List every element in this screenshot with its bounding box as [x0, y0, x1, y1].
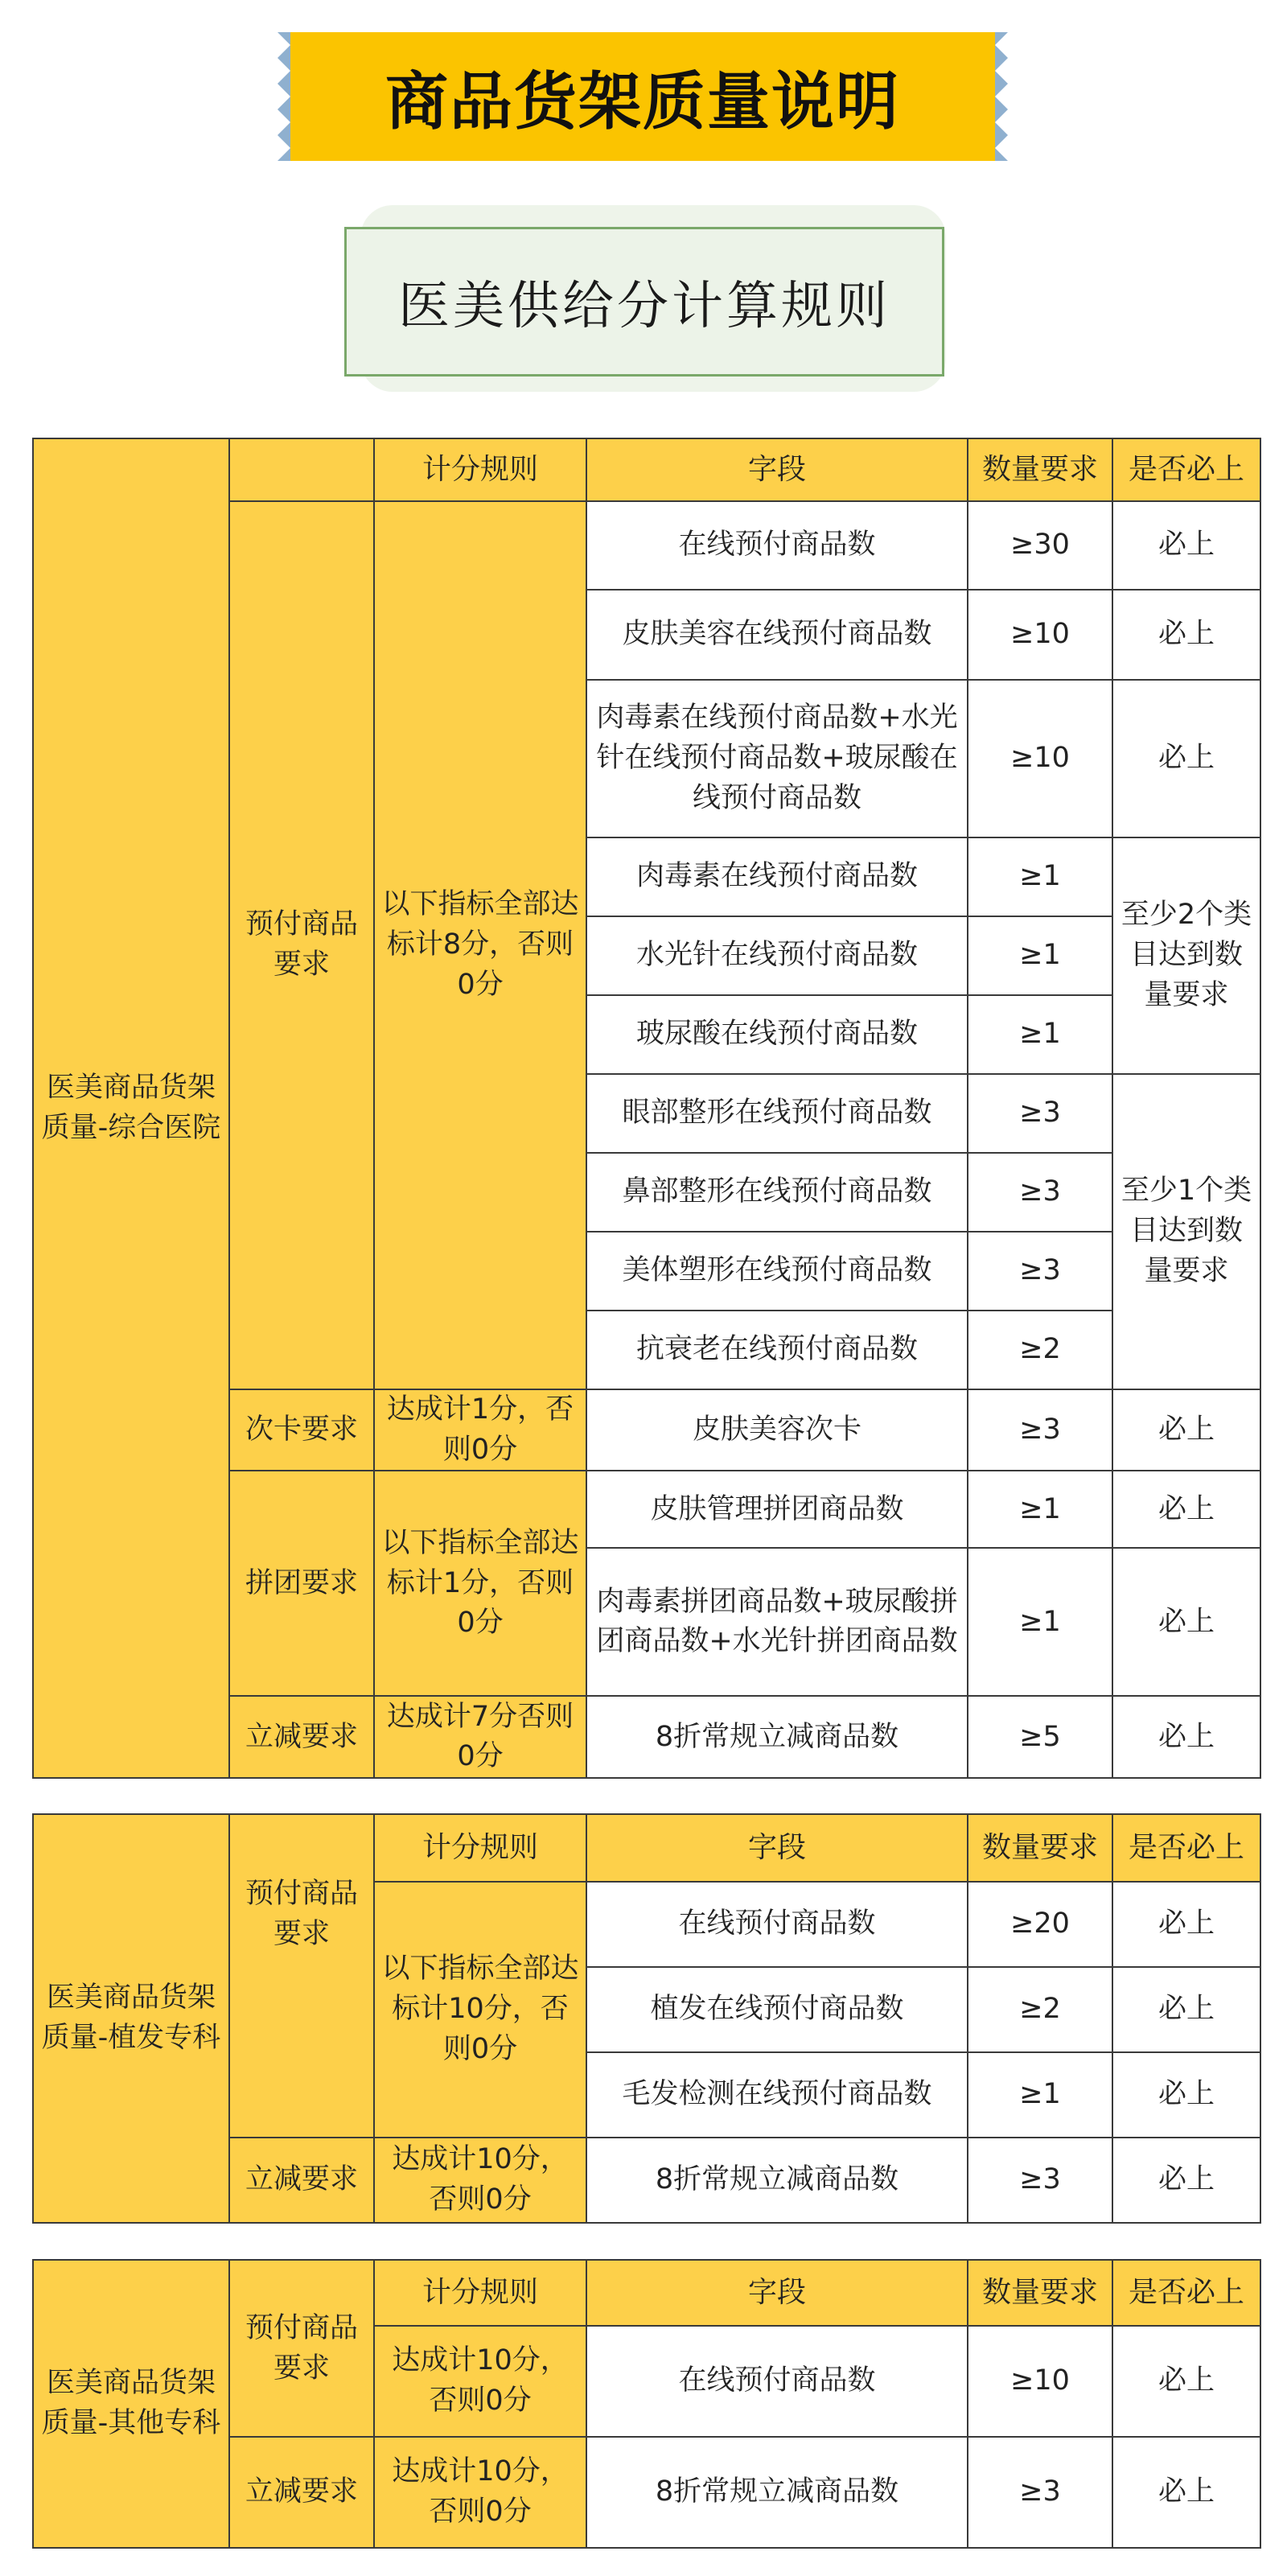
field-cell: 皮肤管理拼团商品数 [586, 1471, 968, 1548]
qty-cell: ≥2 [968, 1311, 1112, 1389]
must-cell: 必上 [1112, 2052, 1260, 2138]
rules-table-other-specialty [32, 2259, 1261, 2549]
field-cell: 水光针在线预付商品数 [586, 916, 968, 995]
category-cell: 医美商品货架质量-植发专科 [33, 1814, 229, 2223]
scoring-rule: 以下指标全部达标计8分，否则0分 [374, 501, 586, 1389]
field-cell: 皮肤美容次卡 [586, 1389, 968, 1471]
qty-cell: ≥3 [968, 1389, 1112, 1471]
header-qty: 数量要求 [968, 1814, 1112, 1882]
field-cell: 皮肤美容在线预付商品数 [586, 590, 968, 680]
qty-cell: ≥2 [968, 1967, 1112, 2052]
qty-cell: ≥3 [968, 2437, 1112, 2548]
qty-cell: ≥30 [968, 501, 1112, 590]
requirement-name: 立减要求 [229, 2437, 374, 2548]
must-cell: 必上 [1112, 2437, 1260, 2548]
must-cell: 必上 [1112, 1882, 1260, 1967]
header-field: 字段 [586, 438, 968, 501]
must-cell: 必上 [1112, 2326, 1260, 2437]
header-qty: 数量要求 [968, 2260, 1112, 2326]
qty-cell: ≥1 [968, 1548, 1112, 1696]
scoring-rule: 以下指标全部达标计1分，否则0分 [374, 1471, 586, 1696]
requirement-name: 预付商品要求 [229, 501, 374, 1389]
requirement-name: 立减要求 [229, 1696, 374, 1778]
field-cell: 肉毒素在线预付商品数+水光针在线预付商品数+玻尿酸在线预付商品数 [586, 680, 968, 837]
header-field: 字段 [586, 2260, 968, 2326]
header-field: 字段 [586, 1814, 968, 1882]
must-cell: 必上 [1112, 1389, 1260, 1471]
field-cell: 鼻部整形在线预付商品数 [586, 1153, 968, 1232]
requirement-name: 预付商品要求 [229, 2260, 374, 2437]
field-cell: 玻尿酸在线预付商品数 [586, 995, 968, 1074]
page-title: 商品货架质量说明 [384, 66, 900, 138]
header-qty: 数量要求 [968, 438, 1112, 501]
requirement-name: 次卡要求 [229, 1389, 374, 1471]
field-cell: 在线预付商品数 [586, 2326, 968, 2437]
scoring-rule: 以下指标全部达标计10分，否则0分 [374, 1882, 586, 2138]
must-cell-group: 至少2个类目达到数量要求 [1112, 837, 1260, 1074]
scoring-rule: 达成计10分，否则0分 [374, 2138, 586, 2223]
field-cell: 抗衰老在线预付商品数 [586, 1311, 968, 1389]
header-rule: 计分规则 [374, 2260, 586, 2326]
must-cell: 必上 [1112, 2138, 1260, 2223]
qty-cell: ≥1 [968, 995, 1112, 1074]
must-cell: 必上 [1112, 1696, 1260, 1778]
qty-cell: ≥5 [968, 1696, 1112, 1778]
header-must: 是否必上 [1112, 2260, 1260, 2326]
must-cell: 必上 [1112, 501, 1260, 590]
scoring-rule: 达成计10分，否则0分 [374, 2437, 586, 2548]
qty-cell: ≥3 [968, 2138, 1112, 2223]
rules-table-hair-transplant [32, 1813, 1261, 2224]
field-cell: 肉毒素在线预付商品数 [586, 837, 968, 916]
field-cell: 在线预付商品数 [586, 501, 968, 590]
qty-cell: ≥10 [968, 590, 1112, 680]
scoring-rule: 达成计1分，否则0分 [374, 1389, 586, 1471]
field-cell: 8折常规立减商品数 [586, 2437, 968, 2548]
must-cell: 必上 [1112, 1471, 1260, 1548]
field-cell: 肉毒素拼团商品数+玻尿酸拼团商品数+水光针拼团商品数 [586, 1548, 968, 1696]
blank-header-cell [229, 438, 374, 501]
qty-cell: ≥10 [968, 2326, 1112, 2437]
header-must: 是否必上 [1112, 438, 1260, 501]
field-cell: 8折常规立减商品数 [586, 2138, 968, 2223]
category-cell: 医美商品货架质量-综合医院 [33, 438, 229, 1778]
header-rule: 计分规则 [374, 438, 586, 501]
header-rule: 计分规则 [374, 1814, 586, 1882]
scoring-rule: 达成计7分否则0分 [374, 1696, 586, 1778]
field-cell: 美体塑形在线预付商品数 [586, 1232, 968, 1311]
qty-cell: ≥3 [968, 1074, 1112, 1153]
header-must: 是否必上 [1112, 1814, 1260, 1882]
scoring-rule: 达成计10分，否则0分 [374, 2326, 586, 2437]
requirement-name: 立减要求 [229, 2138, 374, 2223]
must-cell: 必上 [1112, 1967, 1260, 2052]
qty-cell: ≥1 [968, 837, 1112, 916]
field-cell: 在线预付商品数 [586, 1882, 968, 1967]
requirement-name: 预付商品要求 [229, 1814, 374, 2138]
qty-cell: ≥1 [968, 1471, 1112, 1548]
qty-cell: ≥1 [968, 916, 1112, 995]
qty-cell: ≥20 [968, 1882, 1112, 1967]
field-cell: 8折常规立减商品数 [586, 1696, 968, 1778]
category-cell: 医美商品货架质量-其他专科 [33, 2260, 229, 2548]
section-subtitle: 医美供给分计算规则 [344, 227, 944, 377]
must-cell-group: 至少1个类目达到数量要求 [1112, 1074, 1260, 1389]
qty-cell: ≥1 [968, 2052, 1112, 2138]
requirement-name: 拼团要求 [229, 1471, 374, 1696]
must-cell: 必上 [1112, 1548, 1260, 1696]
rules-table-general-hospital [32, 438, 1261, 1779]
field-cell: 植发在线预付商品数 [586, 1967, 968, 2052]
qty-cell: ≥3 [968, 1232, 1112, 1311]
title-banner [278, 32, 1008, 161]
field-cell: 眼部整形在线预付商品数 [586, 1074, 968, 1153]
qty-cell: ≥10 [968, 680, 1112, 837]
field-cell: 毛发检测在线预付商品数 [586, 2052, 968, 2138]
must-cell: 必上 [1112, 590, 1260, 680]
qty-cell: ≥3 [968, 1153, 1112, 1232]
must-cell: 必上 [1112, 680, 1260, 837]
